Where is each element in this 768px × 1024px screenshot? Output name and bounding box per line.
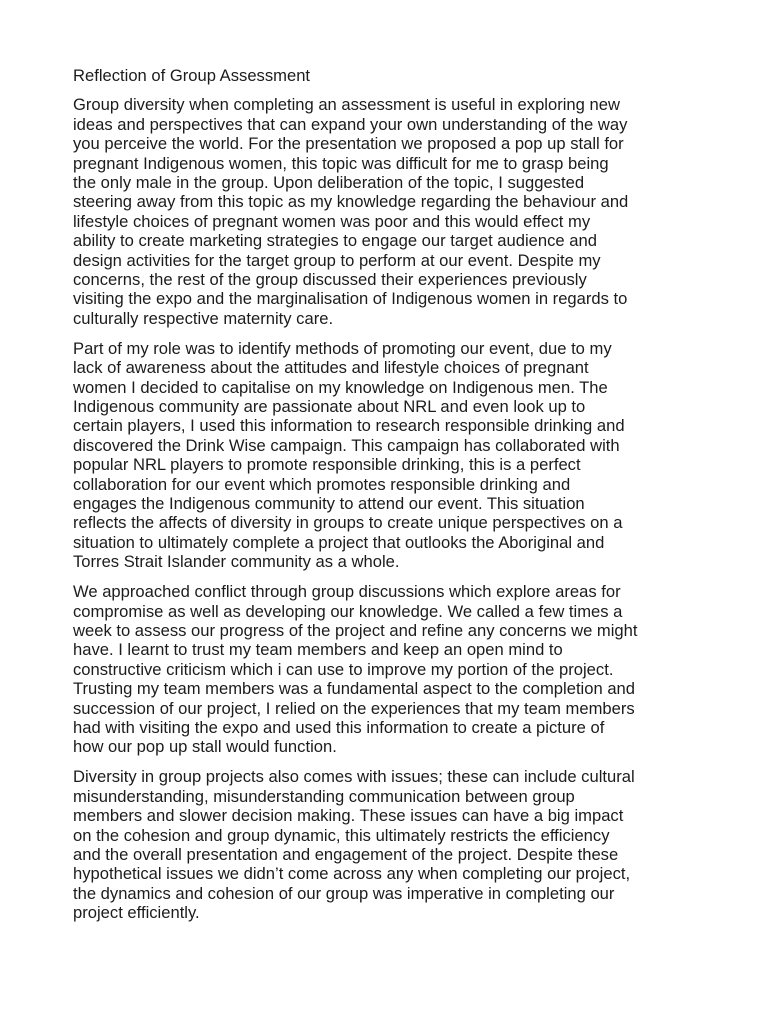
text-line: Part of my role was to identify methods of promoting our event, due to my	[73, 338, 612, 358]
text-line: lack of awareness about the attitudes and lifestyle choices of pregnant	[73, 358, 589, 378]
text-line: Diversity in group projects also comes with issues; these can include cultural	[73, 767, 635, 787]
text-line: misunderstanding, misunderstanding communication between group	[73, 786, 575, 806]
text-line: the dynamics and cohesion of our group was imperative in completing our	[73, 883, 615, 903]
text-line: women I decided to capitalise on my knowledge on Indigenous men. The	[73, 377, 608, 397]
text-line: lifestyle choices of pregnant women was poor and this would effect my	[73, 211, 591, 231]
text-line: pregnant Indigenous women, this topic was difficult for me to grasp being	[73, 153, 609, 173]
text-line: succession of our project, I relied on the experiences that my team members	[73, 698, 635, 718]
text-line: Group diversity when completing an assessment is useful in exploring new	[73, 95, 620, 115]
text-line: ability to create marketing strategies to engage our target audience and	[73, 231, 597, 251]
text-line: constructive criticism which i can use to improve my portion of the project.	[73, 659, 614, 679]
text-line: hypothetical issues we didn’t come across any when completing our project,	[73, 864, 631, 884]
text-line: engages the Indigenous community to attend our event. This situation	[73, 494, 585, 514]
text-line: steering away from this topic as my knowledge regarding the behaviour and	[73, 192, 629, 212]
text-line: concerns, the rest of the group discussed their experiences previously	[73, 270, 587, 290]
text-line: We approached conflict through group discussions which explore areas for	[73, 582, 621, 602]
paragraph-2	[73, 339, 705, 572]
document-body	[73, 66, 705, 933]
paragraph-4	[73, 767, 705, 922]
text-line: ideas and perspectives that can expand your own understanding of the way	[73, 114, 628, 134]
text-line: had with visiting the expo and used this information to create a picture of	[73, 718, 605, 737]
text-line: reflects the affects of diversity in groups to create unique perspectives on a	[73, 513, 623, 533]
text-line: members and slower decision making. These issues can have a big impact	[73, 806, 624, 826]
paragraph-3	[73, 582, 705, 757]
text-line: compromise as well as developing our knowledge. We called a few times a	[73, 601, 623, 621]
text-line: culturally respective maternity care.	[73, 308, 334, 328]
text-line: discovered the Drink Wise campaign. This campaign has collaborated with	[73, 435, 620, 455]
text-line: project efficiently.	[73, 903, 200, 923]
text-line: how our pop up stall would function.	[73, 737, 337, 757]
paragraph-1	[73, 95, 705, 328]
text-line: Indigenous community are passionate about NRL and even look up to	[73, 397, 586, 416]
text-line: certain players, I used this information to research responsible drinking and	[73, 416, 625, 436]
text-line: Trusting my team members was a fundamental aspect to the completion and	[73, 679, 635, 699]
text-line: the only male in the group. Upon deliberation of the topic, I suggested	[73, 173, 585, 193]
text-line: collaboration for our event which promotes responsible drinking and	[73, 474, 571, 494]
text-line: on the cohesion and group dynamic, this ultimately restricts the efficiency	[73, 825, 610, 845]
document-title: Reflection of Group Assessment	[73, 66, 311, 85]
text-line: visiting the expo and the marginalisation of Indigenous women in regards to	[73, 289, 628, 309]
text-line: design activities for the target group to perform at our event. Despite my	[73, 250, 601, 270]
text-line: situation to ultimately complete a project that outlooks the Aboriginal and	[73, 532, 605, 552]
text-line: Torres Strait Islander community as a whole.	[73, 552, 400, 572]
text-line: week to assess our progress of the project and refine any concerns we might	[73, 620, 638, 640]
text-line: you perceive the world. For the presentation we proposed a pop up stall for	[73, 134, 624, 154]
text-line: and the overall presentation and engagement of the project. Despite these	[73, 844, 619, 864]
text-line: popular NRL players to promote responsible drinking, this is a perfect	[73, 455, 581, 475]
text-line: have. I learnt to trust my team members and keep an open mind to	[73, 640, 563, 660]
